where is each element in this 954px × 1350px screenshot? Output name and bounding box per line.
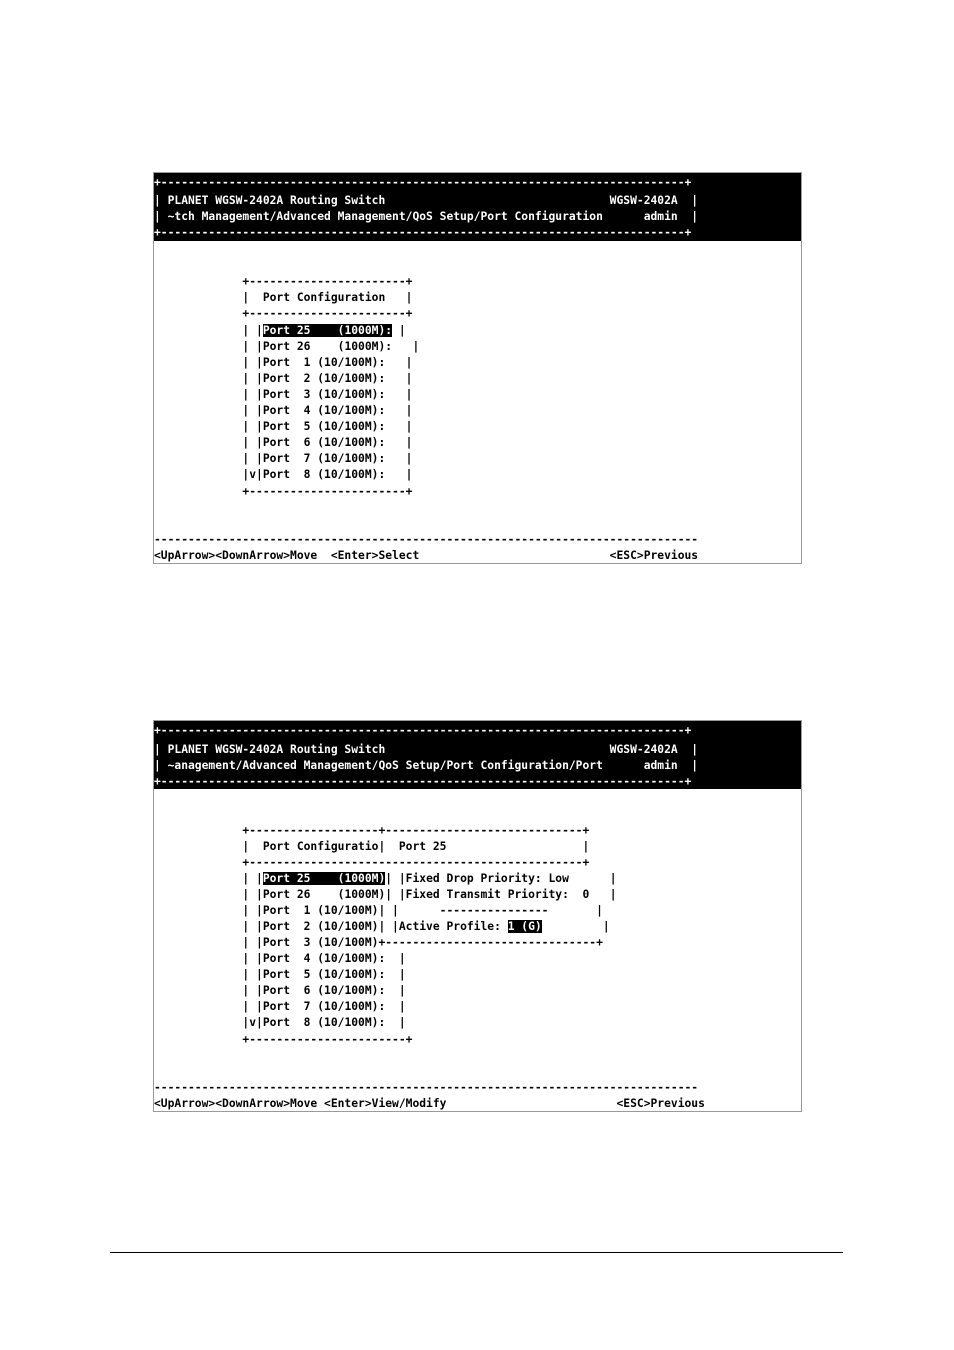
fixed-transmit-priority-field: | |Fixed Transmit Priority: 0 |: [385, 888, 617, 901]
menu-item-port-3[interactable]: | |Port 3 (10/100M)+-------------------------------+: [154, 936, 603, 949]
menu-item-port-7[interactable]: | |Port 7 (10/100M): |: [154, 452, 413, 465]
menu-item-port-25[interactable]: | |Port 25 (1000M)| |Fixed Drop Priority: Low |: [154, 872, 617, 885]
page-footer-rule: [110, 1252, 843, 1253]
breadcrumb-line: | ~tch Management/Advanced Management/QoS Setup/Port Configuration admin |: [154, 210, 699, 223]
menu-title: | Port Configuration |: [154, 291, 413, 304]
terminal-screen-port-detail: [153, 720, 802, 1112]
menu-border-bottom: +-----------------------+: [154, 1033, 413, 1046]
scroll-down-indicator: |v|: [154, 468, 263, 481]
header-border-top: +-----------------------------------------------------------------------------+: [154, 724, 692, 737]
key-hints-footer: <UpArrow><DownArrow>Move <Enter>View/Modify <ESC>Previous: [154, 1097, 705, 1110]
detail-separator: | | ---------------- |: [378, 904, 603, 917]
menu-title: | Port Configuratio| Port 25 |: [154, 840, 590, 853]
menu-title-border: +-------------------------------------------------+: [154, 856, 590, 869]
menu-item-port-5[interactable]: | |Port 5 (10/100M): |: [154, 420, 413, 433]
menu-item-port-25[interactable]: | |Port 25 (1000M): |: [154, 324, 406, 337]
menu-item-port-1[interactable]: | |Port 1 (10/100M)| | ---------------- |: [154, 904, 603, 917]
header-border-top: +-----------------------------------------------------------------------------+: [154, 176, 692, 189]
menu-title-border: +-----------------------+: [154, 307, 413, 320]
footer-divider: --------------------------------------------------------------------------------: [154, 533, 699, 546]
menu-item-port-2[interactable]: | |Port 2 (10/100M)| |Active Profile: 1 (G) |: [154, 920, 610, 933]
detail-panel-border-bottom: +-------------------------------+: [378, 936, 603, 949]
terminal-screen-port-configuration: [153, 172, 802, 564]
menu-border-top: +-----------------------+: [154, 275, 413, 288]
header-border-bottom: +-----------------------------------------------------------------------------+: [154, 775, 692, 788]
menu-item-port-26[interactable]: | |Port 26 (1000M)| |Fixed Transmit Priority: 0 |: [154, 888, 617, 901]
menu-item-port-4[interactable]: | |Port 4 (10/100M): |: [154, 404, 413, 417]
active-profile-value[interactable]: 1 (G): [507, 920, 542, 933]
terminal-header: [154, 721, 801, 789]
selected-item-highlight[interactable]: Port 25 (1000M):: [262, 324, 393, 337]
menu-item-port-8[interactable]: |v|Port 8 (10/100M): |: [154, 468, 413, 481]
header-border-bottom: +-----------------------------------------------------------------------------+: [154, 226, 692, 239]
menu-item-port-1[interactable]: | |Port 1 (10/100M): |: [154, 356, 413, 369]
breadcrumb-line: | ~anagement/Advanced Management/QoS Setup/Port Configuration/Port admin |: [154, 759, 699, 772]
header-title-line: | PLANET WGSW-2402A Routing Switch WGSW-2402A |: [154, 743, 699, 756]
menu-item-port-8[interactable]: |v|Port 8 (10/100M): |: [154, 1016, 406, 1029]
key-hints-footer: <UpArrow><DownArrow>Move <Enter>Select <ESC>Previous: [154, 549, 699, 562]
active-profile-label: | |Active Profile:: [378, 920, 508, 933]
menu-item-port-4[interactable]: | |Port 4 (10/100M): |: [154, 952, 406, 965]
header-title-line: | PLANET WGSW-2402A Routing Switch WGSW-2402A |: [154, 194, 699, 207]
footer-divider: --------------------------------------------------------------------------------: [154, 1081, 699, 1094]
menu-border-top: +-------------------+-----------------------------+: [154, 824, 590, 837]
menu-item-port-5[interactable]: | |Port 5 (10/100M): |: [154, 968, 406, 981]
menu-item-port-6[interactable]: | |Port 6 (10/100M): |: [154, 436, 413, 449]
selected-item-highlight[interactable]: Port 25 (1000M): [262, 872, 386, 885]
menu-item-port-7[interactable]: | |Port 7 (10/100M): |: [154, 1000, 406, 1013]
scroll-down-indicator: |v|: [154, 1016, 263, 1029]
menu-border-bottom: +-----------------------+: [154, 485, 413, 498]
menu-item-port-26[interactable]: | |Port 26 (1000M): |: [154, 340, 420, 353]
terminal-header: [154, 173, 801, 241]
menu-item-port-6[interactable]: | |Port 6 (10/100M): |: [154, 984, 406, 997]
fixed-drop-priority-field: | |Fixed Drop Priority: Low |: [385, 872, 617, 885]
menu-item-port-2[interactable]: | |Port 2 (10/100M): |: [154, 372, 413, 385]
menu-item-port-3[interactable]: | |Port 3 (10/100M): |: [154, 388, 413, 401]
